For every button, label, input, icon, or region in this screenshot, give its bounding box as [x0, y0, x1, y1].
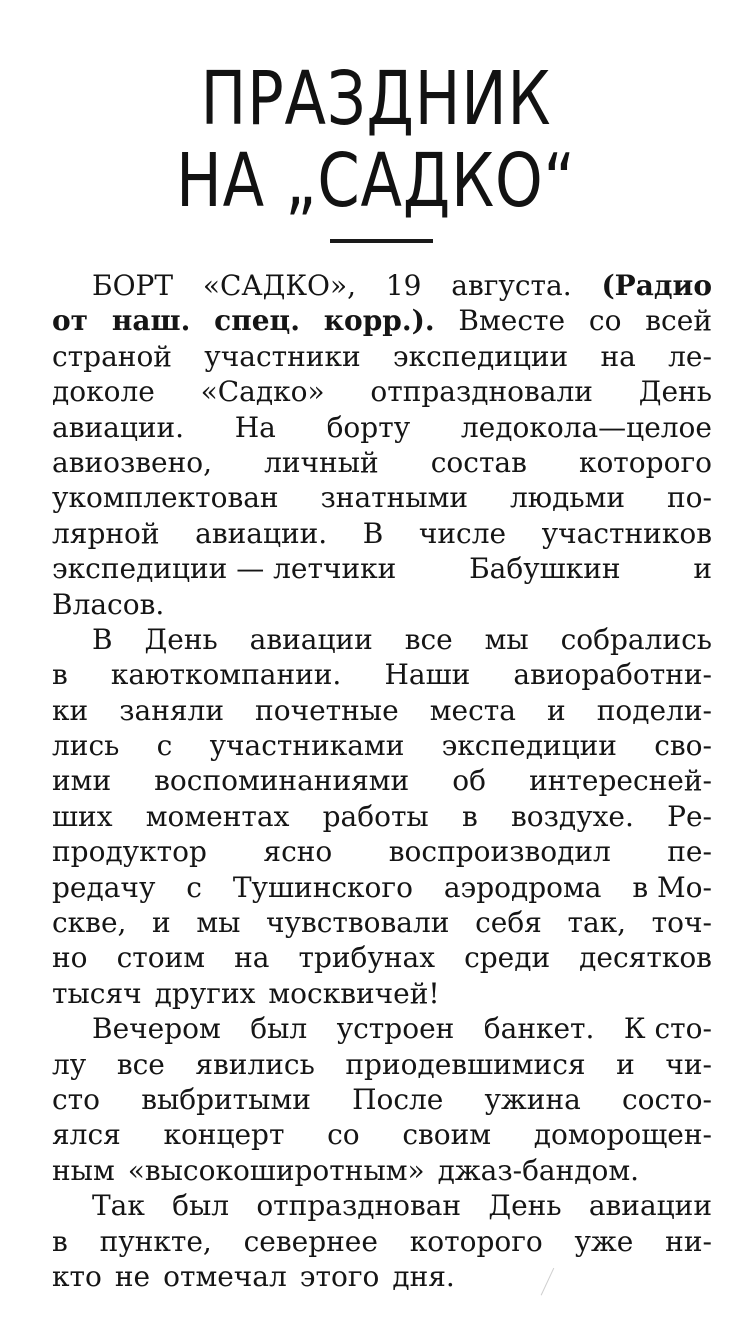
text-line: [52, 303, 712, 338]
word: десятков: [579, 941, 712, 975]
word: лу: [52, 1047, 87, 1081]
word: подели-: [596, 693, 712, 727]
word: авиозвено,: [52, 445, 213, 479]
word: «САДКО»,: [202, 269, 357, 302]
word: воздухе.: [510, 799, 634, 833]
text-line: [52, 763, 712, 798]
text-line: [52, 905, 712, 940]
word: со: [588, 304, 622, 338]
word: Власов.: [52, 587, 165, 621]
word: пе-: [667, 835, 712, 869]
text-line: [52, 480, 712, 515]
word: 19: [385, 269, 422, 302]
text-line: [52, 339, 712, 374]
word: устроен: [336, 1012, 455, 1046]
headline-line-1: ПРАЗДНИК: [200, 56, 552, 142]
word: Так: [92, 1189, 145, 1223]
headline: [68, 58, 685, 222]
word: продуктор: [52, 835, 207, 869]
word: в: [52, 658, 68, 692]
word: доморощен-: [533, 1118, 712, 1152]
text-line: [52, 728, 712, 763]
word: был: [172, 1189, 230, 1223]
word: корр.).: [323, 304, 435, 338]
word: отмечал: [163, 1259, 287, 1293]
word: лись: [52, 729, 120, 763]
text-line: [52, 551, 712, 586]
word: сто: [52, 1082, 101, 1116]
text-line: [52, 1011, 712, 1046]
word: августа.: [451, 269, 572, 302]
word: участники: [204, 339, 361, 373]
word: своим: [402, 1118, 492, 1152]
word: ледокола—целое: [460, 410, 712, 444]
text-line: [52, 516, 712, 551]
word: ни-: [665, 1224, 712, 1258]
word: на: [600, 339, 636, 373]
word: все: [116, 1047, 165, 1081]
text-line: [52, 445, 712, 480]
text-line: [52, 410, 712, 445]
text-line: [52, 374, 712, 409]
word: людьми: [509, 481, 626, 515]
article-body: [52, 268, 712, 1294]
word: состо-: [621, 1082, 712, 1116]
word: скве,: [52, 906, 127, 940]
word: явились: [195, 1047, 315, 1081]
text-line: [52, 693, 712, 728]
word: ле-: [668, 339, 712, 373]
word: тысяч: [52, 976, 142, 1010]
word: ужина: [484, 1082, 581, 1116]
word: трибунах: [298, 941, 436, 975]
word: стоим: [116, 941, 206, 975]
word: чи-: [665, 1047, 712, 1081]
word: В: [92, 622, 113, 656]
word: интересней-: [529, 764, 712, 798]
word: не: [114, 1259, 151, 1293]
word: от: [52, 304, 89, 338]
text-line: [52, 657, 712, 692]
word: но: [52, 941, 88, 975]
word: на: [234, 941, 270, 975]
word: авиации.: [52, 410, 185, 444]
text-line: [52, 834, 712, 869]
word: в: [461, 799, 478, 833]
paragraph: [52, 1011, 712, 1188]
word: К сто-: [623, 1012, 712, 1046]
word: сво-: [654, 729, 712, 763]
word: концерт: [163, 1118, 285, 1152]
word: моментах: [145, 799, 290, 833]
word: мы: [484, 622, 529, 656]
word: банкет.: [483, 1012, 595, 1046]
word: заняли: [119, 693, 224, 727]
word: москвичей!: [268, 976, 440, 1010]
word: личный: [264, 445, 379, 479]
word: авиации.: [195, 516, 328, 550]
word: День: [638, 375, 712, 409]
word: приодевшимися: [345, 1047, 586, 1081]
word: авиоработни-: [513, 658, 712, 692]
word: и: [693, 552, 712, 586]
text-line: [52, 622, 712, 657]
word: почетные: [255, 693, 399, 727]
word: места: [429, 693, 516, 727]
word: севернее: [243, 1224, 378, 1258]
text-line: [52, 1117, 712, 1152]
word: отпразднован: [256, 1189, 462, 1223]
word: себя: [475, 906, 542, 940]
word: отпраздновали: [370, 375, 593, 409]
text-line: [52, 799, 712, 834]
word: страной: [52, 339, 172, 373]
word: в: [52, 1224, 68, 1258]
word: авиации: [249, 622, 373, 656]
word: После: [352, 1082, 444, 1116]
word: Вместе: [458, 304, 566, 338]
text-line: [52, 976, 712, 1011]
word: точ-: [651, 906, 712, 940]
text-line: [52, 1047, 712, 1082]
word: воспоминаниями: [154, 764, 410, 798]
word: борту: [326, 410, 411, 444]
word: Тушинского: [232, 870, 413, 904]
word: ими: [52, 764, 112, 798]
word: в Мо-: [632, 870, 712, 904]
headline-line-2: НА „САДКО“: [176, 138, 576, 224]
text-line: [52, 1082, 712, 1117]
text-line: [52, 1188, 712, 1223]
paragraph: [52, 622, 712, 1011]
word: авиации: [588, 1189, 712, 1223]
word: В: [362, 516, 384, 550]
word: которого: [578, 445, 712, 479]
word: аэродрома: [443, 870, 602, 904]
word: спец.: [214, 304, 300, 338]
word: каюткомпании.: [110, 658, 342, 692]
text-line: [52, 1259, 712, 1294]
word: собрались: [560, 622, 712, 656]
word: и: [152, 906, 171, 940]
word: участниками: [209, 729, 405, 763]
word: воспроизводил: [388, 835, 611, 869]
word: состав: [430, 445, 527, 479]
word: Бабушкин: [469, 552, 621, 586]
word: чувствовали: [266, 906, 450, 940]
word: ным: [52, 1153, 115, 1187]
word: которого: [409, 1224, 543, 1258]
word: укомплектован: [52, 481, 279, 515]
word: ялся: [52, 1118, 121, 1152]
word: был: [250, 1012, 308, 1046]
word: уже: [574, 1224, 634, 1258]
text-line: [52, 940, 712, 975]
word: Наши: [384, 658, 471, 692]
word: среди: [464, 941, 551, 975]
word: ших: [52, 799, 113, 833]
word: На: [234, 410, 276, 444]
word: и: [616, 1047, 635, 1081]
word: мы: [196, 906, 241, 940]
word: (Радио: [601, 269, 712, 302]
text-line: [52, 1153, 712, 1188]
word: редачу: [52, 870, 156, 904]
word: экспедиции: [441, 729, 617, 763]
word: этого: [299, 1259, 380, 1293]
word: пункте,: [99, 1224, 212, 1258]
word: джаз-бандом.: [437, 1153, 640, 1187]
text-line: [52, 587, 712, 622]
text-line: [52, 870, 712, 905]
word: День: [144, 622, 218, 656]
word: доколе: [52, 375, 155, 409]
paragraph: [52, 1188, 712, 1294]
word: ясно: [263, 835, 333, 869]
word: «Садко»: [200, 375, 325, 409]
word: дня.: [392, 1259, 455, 1293]
text-line: [52, 268, 712, 303]
word: Ре-: [667, 799, 712, 833]
word: выбритыми: [141, 1082, 311, 1116]
paragraph: [52, 268, 712, 622]
word: экспедиции — летчики: [52, 552, 397, 586]
word: работы: [322, 799, 429, 833]
headline-divider: [330, 239, 433, 243]
word: День: [488, 1189, 562, 1223]
word: знатными: [320, 481, 469, 515]
word: наш.: [111, 304, 191, 338]
word: кто: [52, 1259, 102, 1293]
text-line: [52, 1224, 712, 1259]
word: по-: [666, 481, 712, 515]
word: числе: [418, 516, 507, 550]
word: все: [404, 622, 453, 656]
word: с: [156, 729, 173, 763]
word: ки: [52, 693, 89, 727]
word: «высокоширотным»: [127, 1153, 425, 1187]
word: с: [186, 870, 202, 904]
word: и: [547, 693, 566, 727]
word: БОРТ: [92, 269, 174, 302]
word: Вечером: [92, 1012, 221, 1046]
word: экспедиции: [392, 339, 569, 373]
word: других: [154, 976, 256, 1010]
word: со: [327, 1118, 360, 1152]
word: участников: [541, 516, 712, 550]
word: так,: [567, 906, 627, 940]
word: об: [452, 764, 487, 798]
word: всей: [645, 304, 712, 338]
word: лярной: [52, 516, 160, 550]
